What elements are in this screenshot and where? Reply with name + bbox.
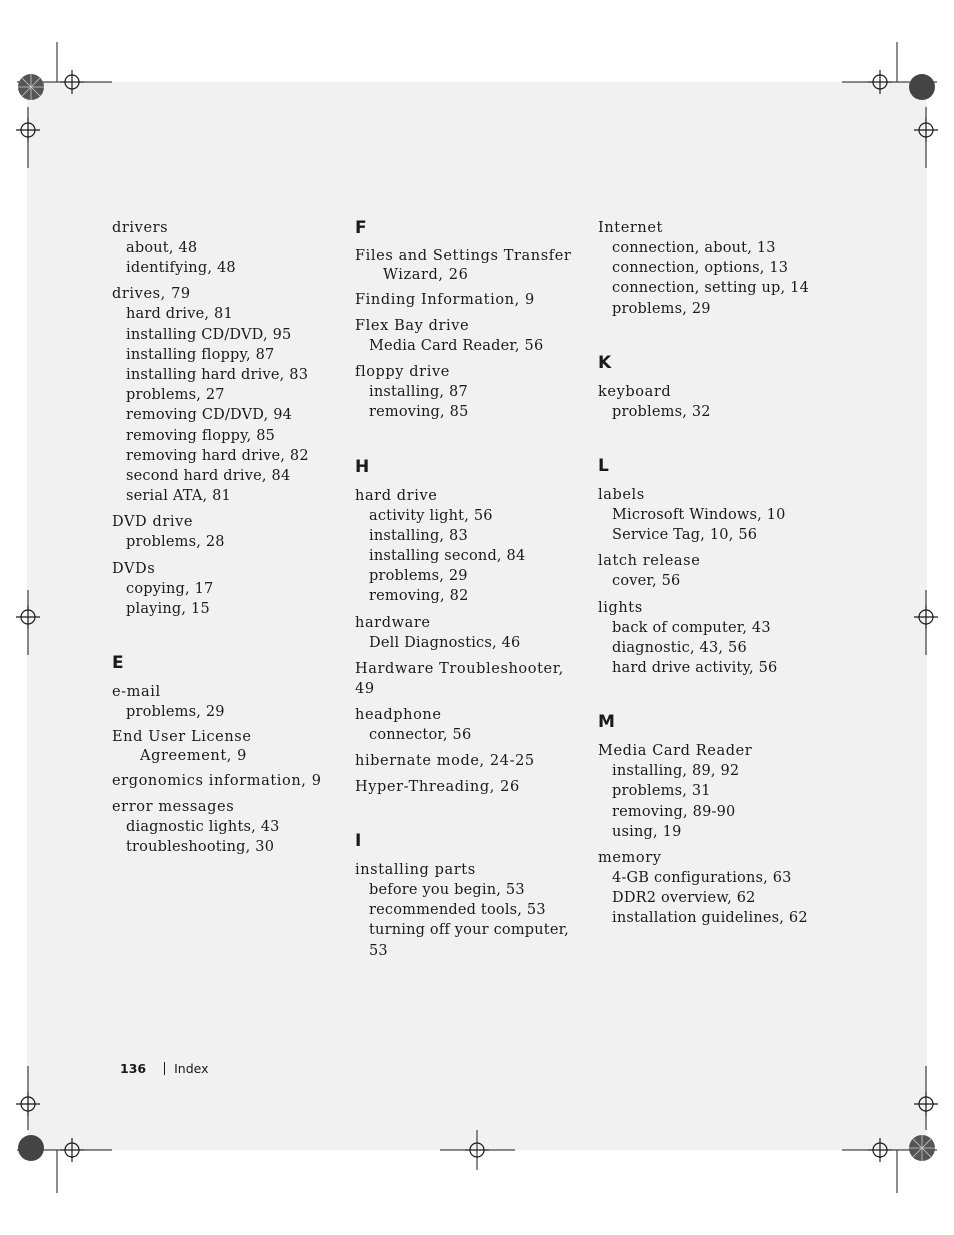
index-column-3	[598, 218, 828, 935]
index-subentry: installing, 89, 92	[612, 763, 740, 780]
index-term: drives, 79	[112, 286, 191, 303]
index-subentry: installing, 87	[369, 384, 468, 401]
footer-section-title: Index	[174, 1061, 209, 1076]
index-entry	[355, 316, 585, 356]
index-subentry: activity light, 56	[369, 507, 493, 524]
index-entry	[355, 860, 585, 961]
index-entry	[598, 551, 828, 591]
index-subentry: about, 48	[126, 240, 198, 256]
index-subentry: installing CD/DVD, 95	[126, 326, 292, 343]
index-term: drivers	[112, 220, 169, 236]
index-subentry: playing, 15	[126, 600, 210, 617]
index-subentry: connector, 56	[369, 726, 472, 743]
index-term: DVD drive	[112, 514, 194, 531]
index-term: Internet	[598, 220, 663, 236]
index-term: e-mail	[112, 684, 161, 701]
index-subentry: problems, 32	[612, 403, 711, 420]
index-subentry: problems, 28	[126, 534, 225, 551]
index-term: installing parts	[355, 862, 476, 879]
index-subentry: problems, 29	[612, 300, 711, 317]
index-entry	[355, 486, 585, 607]
index-subentry: Microsoft Windows, 10	[612, 507, 786, 524]
index-term: latch release	[598, 553, 701, 570]
index-term: ergonomics information, 9	[112, 773, 322, 790]
index-subentry: installing second, 84	[369, 548, 526, 565]
index-entry	[355, 362, 585, 422]
index-subentry: installing hard drive, 83	[126, 367, 309, 384]
index-entry	[598, 848, 828, 929]
index-subentry: copying, 17	[126, 580, 214, 597]
index-term: Hyper-Threading, 26	[355, 779, 520, 796]
index-letter-heading: H	[355, 456, 370, 477]
index-letter-heading: F	[355, 218, 367, 238]
index-entry	[355, 659, 585, 699]
index-entry	[598, 741, 828, 842]
index-term: Media Card Reader	[598, 743, 753, 760]
index-entry	[355, 247, 585, 284]
index-entry	[598, 598, 828, 679]
index-subentry: installing, 83	[369, 527, 468, 544]
index-term: lights	[598, 599, 643, 616]
footer-divider	[164, 1062, 165, 1075]
index-term: headphone	[355, 706, 442, 723]
index-term: memory	[598, 850, 662, 867]
index-subentry: cover, 56	[612, 573, 681, 590]
index-term: labels	[598, 487, 645, 504]
page-footer	[120, 1061, 209, 1076]
index-entry	[112, 559, 342, 619]
index-subentry: problems, 29	[369, 568, 468, 585]
index-subentry: problems, 31	[612, 783, 711, 800]
index-term: Files and Settings Transfer	[355, 248, 572, 264]
index-subentry: back of computer, 43	[612, 619, 771, 636]
index-term: error messages	[112, 799, 235, 816]
index-term: keyboard	[598, 383, 672, 400]
index-column-1	[112, 218, 342, 864]
index-subentry: before you begin, 53	[369, 882, 525, 899]
index-entry	[598, 218, 828, 319]
index-entry	[112, 682, 342, 722]
index-subentry: troubleshooting, 30	[126, 839, 275, 856]
index-entry	[112, 218, 342, 278]
index-subentry: Media Card Reader, 56	[369, 338, 544, 354]
index-entry	[598, 382, 828, 422]
index-subentry: installing floppy, 87	[126, 346, 275, 363]
index-letter-heading: M	[598, 712, 615, 733]
index-entry	[355, 613, 585, 653]
index-subentry: identifying, 48	[126, 260, 236, 277]
index-term-continuation: Wizard, 26	[383, 267, 469, 283]
index-entry	[598, 485, 828, 545]
index-entry	[355, 751, 585, 771]
index-subentry: Dell Diagnostics, 46	[369, 634, 521, 651]
index-subentry: connection, about, 13	[612, 240, 776, 256]
index-entry	[355, 777, 585, 797]
index-subentry: problems, 29	[126, 704, 225, 721]
index-term: DVDs	[112, 560, 156, 577]
index-subentry: serial ATA, 81	[126, 488, 231, 505]
index-subentry: removing floppy, 85	[126, 427, 276, 444]
index-subentry: removing hard drive, 82	[126, 447, 309, 464]
index-subentry: removing, 85	[369, 404, 469, 421]
index-entry	[112, 771, 342, 791]
index-entry	[112, 284, 342, 506]
index-subentry: diagnostic, 43, 56	[612, 639, 747, 656]
index-term: floppy drive	[355, 364, 450, 381]
index-subentry: hard drive activity, 56	[612, 660, 778, 677]
index-letter-heading: K	[598, 352, 612, 373]
index-subentry: connection, setting up, 14	[612, 280, 810, 297]
index-subentry: diagnostic lights, 43	[126, 819, 280, 836]
page-number: 136	[120, 1061, 147, 1076]
index-subentry: removing, 89-90	[612, 803, 736, 820]
index-subentry: using, 19	[612, 823, 682, 840]
index-subentry: recommended tools, 53	[369, 902, 546, 919]
index-subentry: installation guidelines, 62	[612, 910, 808, 927]
index-term-continuation: Agreement, 9	[140, 748, 247, 765]
index-subentry: second hard drive, 84	[126, 468, 291, 485]
index-subentry: problems, 27	[126, 387, 225, 404]
index-subentry: DDR2 overview, 62	[612, 890, 756, 907]
index-letter-heading: L	[598, 456, 609, 477]
index-subentry: turning off your computer, 53	[369, 922, 569, 959]
index-entry	[355, 705, 585, 745]
index-entry	[355, 290, 585, 310]
index-subentry: 4-GB configurations, 63	[612, 870, 792, 887]
index-term: Hardware Troubleshooter, 49	[355, 660, 564, 697]
index-entry	[112, 728, 342, 765]
index-subentry: removing CD/DVD, 94	[126, 407, 293, 424]
index-letter-heading: E	[112, 653, 124, 674]
index-term: End User License	[112, 729, 252, 746]
index-term: hibernate mode, 24-25	[355, 753, 535, 770]
index-subentry: hard drive, 81	[126, 306, 233, 323]
index-term: Finding Information, 9	[355, 292, 535, 308]
index-subentry: Service Tag, 10, 56	[612, 527, 758, 544]
index-term: hardware	[355, 614, 431, 631]
index-subentry: removing, 82	[369, 588, 469, 605]
index-term: hard drive	[355, 487, 438, 504]
index-column-2	[355, 218, 585, 967]
index-term: Flex Bay drive	[355, 318, 470, 334]
index-entry	[112, 512, 342, 552]
index-entry	[112, 797, 342, 857]
index-letter-heading: I	[355, 831, 362, 852]
index-subentry: connection, options, 13	[612, 260, 789, 277]
